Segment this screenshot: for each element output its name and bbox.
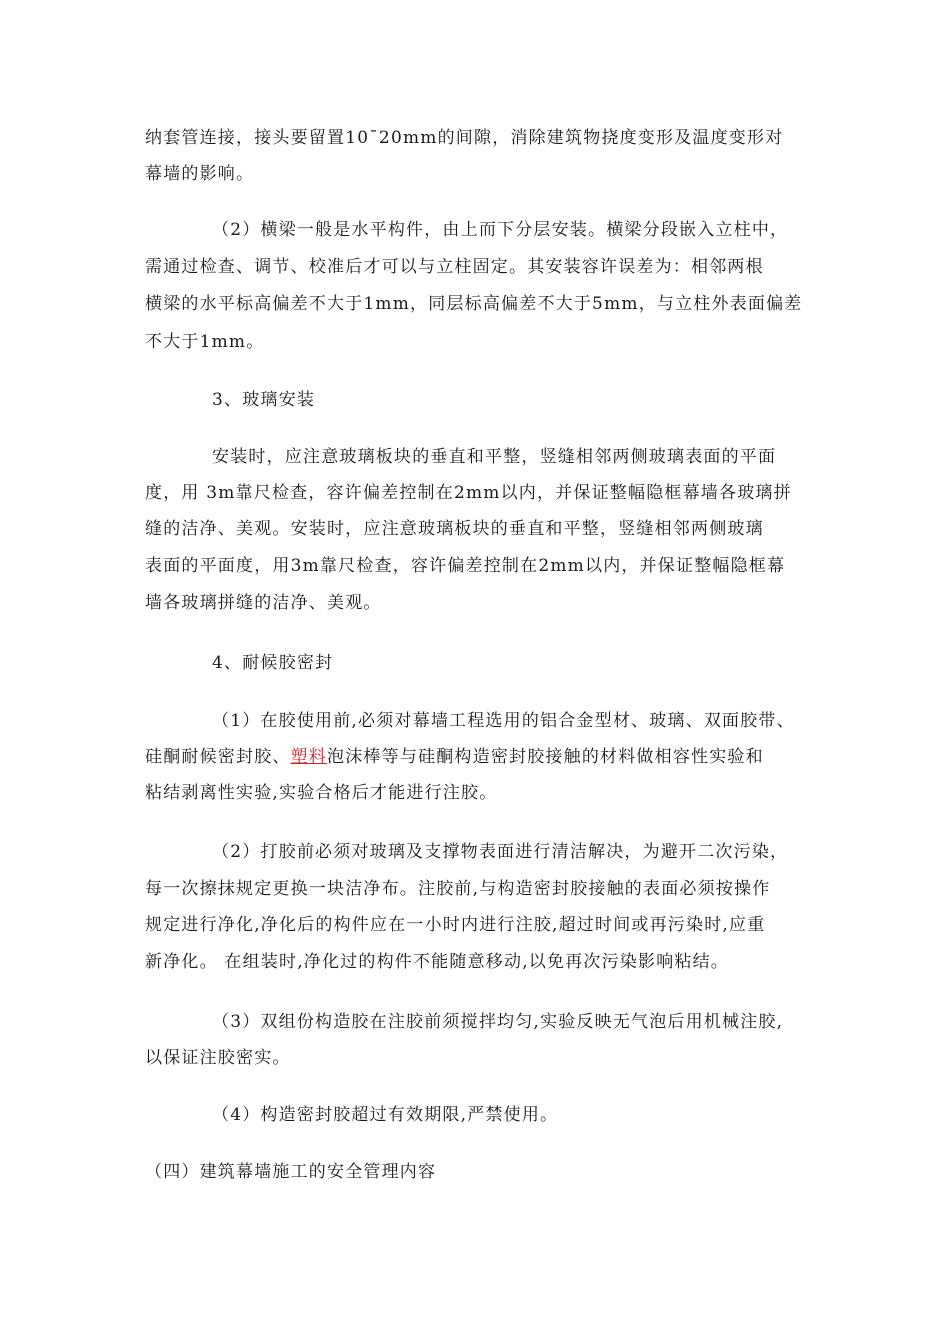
- line-prefix: 硅酮耐候密封胶、: [145, 747, 291, 767]
- paragraph-line: 每一次擦抹规定更换一块洁净布。注胶前,与构造密封胶接触的表面必须按操作: [145, 879, 771, 899]
- paragraph-line: 缝的洁净、美观。安装时，应注意玻璃板块的垂直和平整，竖缝相邻两侧玻璃: [145, 519, 764, 539]
- paragraph-line: 墙各玻璃拼缝的洁净、美观。: [145, 593, 382, 613]
- paragraph-line: 横梁的水平标高偏差不大于1mm，同层标高偏差不大于5mm，与立柱外表面偏差: [145, 294, 803, 314]
- paragraph-line: [145, 746, 764, 768]
- paragraph-line: （1）在胶使用前,必须对幕墙工程选用的铝合金型材、玻璃、双面胶带、: [212, 711, 795, 731]
- paragraph-line: 规定进行净化,净化后的构件应在一小时内进行注胶,超过时间或再污染时,应重: [145, 915, 766, 935]
- line-suffix: 泡沫棒等与硅酮构造密封胶接触的材料做相容性实验和: [327, 747, 764, 767]
- paragraph-line: （4）构造密封胶超过有效期限,严禁使用。: [212, 1105, 559, 1125]
- paragraph-line: 粘结剥离性实验,实验合格后才能进行注胶。: [145, 783, 498, 803]
- plastic-link[interactable]: 塑料: [290, 747, 328, 767]
- section-heading: 3、玻璃安装: [212, 390, 316, 410]
- paragraph-line: 纳套管连接，接头要留置10¯20mm的间隙，消除建筑物挠度变形及温度变形对: [145, 128, 784, 148]
- paragraph-line: 幕墙的影响。: [145, 164, 255, 184]
- paragraph-line: （3）双组份构造胶在注胶前须搅拌均匀,实验反映无气泡后用机械注胶,: [212, 1012, 784, 1032]
- paragraph-line: 以保证注胶密实。: [145, 1048, 291, 1068]
- paragraph-line: 表面的平面度，用3m靠尺检查，容许偏差控制在2mm以内，并保证整幅隐框幕: [145, 556, 786, 576]
- section-heading: （四）建筑幕墙施工的安全管理内容: [145, 1162, 437, 1182]
- section-heading: 4、耐候胶密封: [212, 653, 334, 673]
- paragraph-line: 安装时，应注意玻璃板块的垂直和平整，竖缝相邻两侧玻璃表面的平面: [212, 447, 777, 467]
- paragraph-line: 不大于1mm。: [145, 332, 265, 352]
- paragraph-line: （2）打胶前必须对玻璃及支撑物表面进行清洁解决，为避开二次污染，: [212, 842, 789, 862]
- paragraph-line: 需通过检查、调节、校准后才可以与立柱固定。其安装容许误差为：相邻两根: [145, 257, 764, 277]
- paragraph-line: 度，用 3m靠尺检查，容许偏差控制在2mm以内，并保证整幅隐框幕墙各玻璃拼: [145, 483, 792, 503]
- paragraph-line: 新净化。 在组装时,净化过的构件不能随意移动,以免再次污染影响粘结。: [145, 952, 730, 972]
- paragraph-line: （2）横梁一般是水平构件，由上而下分层安装。横梁分段嵌入立柱中，: [212, 220, 789, 240]
